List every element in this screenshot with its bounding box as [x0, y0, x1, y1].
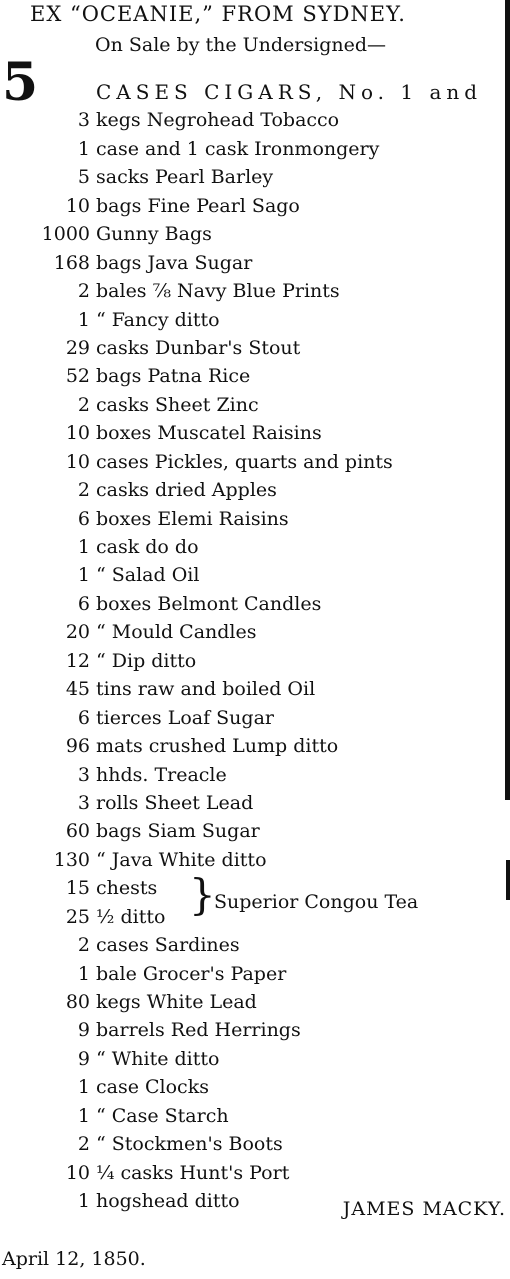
list-item [0, 391, 510, 419]
item-description: bags Fine Pearl Sago [96, 194, 300, 217]
list-item [0, 306, 510, 334]
list-item [0, 220, 510, 248]
item-description: sacks Pearl Barley [96, 166, 274, 189]
item-quantity: 52 [65, 365, 90, 388]
item-description: tins raw and boiled Oil [96, 678, 316, 701]
list-item [0, 106, 510, 134]
item-description: “ Case Starch [96, 1104, 229, 1127]
list-item [0, 362, 510, 390]
item-quantity: 6 [77, 706, 90, 729]
list-item [0, 1073, 510, 1101]
list-item [0, 789, 510, 817]
item-quantity: 10 [65, 422, 90, 445]
item-quantity: 6 [77, 592, 90, 615]
item-quantity: 10 [65, 1161, 90, 1184]
item-description: casks Dunbar's Stout [96, 336, 301, 359]
item-description: casks dried Apples [96, 479, 277, 502]
item-description: chests [96, 877, 158, 900]
item-quantity: 3 [77, 763, 90, 786]
list-item [0, 135, 510, 163]
item-quantity: 1 [77, 308, 90, 331]
item-quantity: 60 [65, 820, 90, 843]
item-quantity: 168 [53, 251, 90, 274]
list-item [0, 249, 510, 277]
signature: JAMES MACKY. [342, 1198, 506, 1220]
item-description: bags Siam Sugar [96, 820, 260, 843]
item-description: “ Fancy ditto [96, 308, 220, 331]
item-quantity: 20 [65, 621, 90, 644]
item-quantity: 1000 [41, 223, 90, 246]
advert-subheader: On Sale by the Undersigned— [95, 34, 387, 56]
item-description: ½ ditto [96, 905, 166, 928]
list-item [0, 419, 510, 447]
list-item [0, 675, 510, 703]
list-item [0, 448, 510, 476]
item-quantity: 10 [65, 194, 90, 217]
item-quantity: 1 [77, 1190, 90, 1213]
item-quantity: 2 [77, 1133, 90, 1156]
item-quantity: 6 [77, 507, 90, 530]
list-item [0, 903, 510, 931]
item-description: mats crushed Lump ditto [96, 735, 339, 758]
item-description: “ Dip ditto [96, 649, 197, 672]
item-description: tierces Loaf Sugar [96, 706, 274, 729]
item-description: boxes Belmont Candles [96, 592, 322, 615]
item-quantity: 1 [77, 536, 90, 558]
item-description: casks Sheet Zinc [96, 393, 259, 416]
item-description: barrels Red Herrings [96, 1019, 301, 1042]
list-item [0, 334, 510, 362]
list-item [0, 1102, 510, 1130]
item-description: “ Stockmen's Boots [96, 1133, 283, 1156]
item-list [0, 78, 510, 1216]
list-item [0, 163, 510, 191]
item-description: “ Java White ditto [96, 848, 267, 871]
list-item [0, 761, 510, 789]
item-quantity: 1 [77, 962, 90, 985]
item-description: bags Patna Rice [96, 365, 251, 388]
list-item [0, 277, 510, 305]
item-quantity: 1 [77, 1104, 90, 1127]
item-quantity: 1 [77, 564, 90, 587]
item-description: Gunny Bags [96, 223, 212, 246]
advert-date: April 12, 1850. [2, 1248, 146, 1270]
item-quantity: 2 [77, 479, 90, 502]
item-quantity: 25 [65, 905, 90, 928]
item-quantity: 9 [77, 1047, 90, 1070]
list-item [0, 647, 510, 675]
list-item [0, 1045, 510, 1073]
item-description: boxes Elemi Raisins [96, 507, 289, 530]
item-description: cases Pickles, quarts and pints [96, 450, 393, 473]
list-item [0, 1159, 510, 1187]
item-quantity: 96 [65, 735, 90, 758]
item-quantity: 10 [65, 450, 90, 473]
list-item [0, 618, 510, 646]
item-description: boxes Muscatel Raisins [96, 422, 322, 445]
item-description: case Clocks [96, 1076, 209, 1099]
item-quantity: 12 [65, 649, 90, 672]
item-quantity: 9 [77, 1019, 90, 1042]
item-quantity: 45 [65, 678, 90, 701]
item-quantity: 2 [77, 280, 90, 303]
list-item [0, 476, 510, 504]
item-description: case and 1 cask Ironmongery [96, 137, 380, 160]
item-description: bale Grocer's Paper [96, 962, 287, 985]
item-quantity: 1 [77, 137, 90, 160]
drop-cap-number: 5 [2, 52, 39, 113]
item-description: hogshead ditto [96, 1190, 240, 1213]
item-quantity: 1 [77, 1076, 90, 1099]
item-description: “ White ditto [96, 1047, 220, 1070]
advert-header: EX “OCEANIE,” FROM SYDNEY. [30, 2, 406, 26]
item-description: cask do do [96, 536, 199, 558]
list-item [0, 561, 510, 589]
list-item [0, 1130, 510, 1158]
tea-brace: } [189, 870, 216, 920]
item-quantity: 2 [77, 393, 90, 416]
list-item [0, 988, 510, 1016]
item-quantity: 3 [77, 109, 90, 132]
item-quantity: 80 [65, 991, 90, 1013]
list-item [0, 192, 510, 220]
item-description: hhds. Treacle [96, 763, 227, 786]
item-quantity: 2 [77, 934, 90, 957]
item-description: CASES CIGARS, No. 1 and [96, 80, 483, 104]
list-item [0, 846, 510, 874]
item-description: rolls Sheet Lead [96, 791, 254, 814]
item-description: “ Mould Candles [96, 621, 257, 644]
item-description: kegs White Lead [96, 991, 257, 1013]
item-description: cases Sardines [96, 934, 240, 957]
tea-grouped-label: Superior Congou Tea [214, 891, 419, 914]
item-quantity: 15 [65, 877, 90, 900]
list-item [0, 931, 510, 959]
list-item [0, 533, 510, 561]
item-quantity: 29 [65, 336, 90, 359]
item-description: ¼ casks Hunt's Port [96, 1161, 290, 1184]
list-item [0, 704, 510, 732]
list-item [0, 1016, 510, 1044]
list-item [0, 817, 510, 845]
list-item [0, 590, 510, 618]
list-item [0, 960, 510, 988]
item-description: “ Salad Oil [96, 564, 200, 587]
item-quantity: 130 [53, 848, 90, 871]
item-description: kegs Negrohead Tobacco [96, 109, 340, 132]
item-quantity: 3 [77, 791, 90, 814]
list-item [0, 505, 510, 533]
list-item [0, 732, 510, 760]
item-description: bales ⅞ Navy Blue Prints [96, 280, 340, 303]
item-quantity: 5 [77, 166, 90, 189]
list-item [0, 78, 510, 106]
item-description: bags Java Sugar [96, 251, 253, 274]
